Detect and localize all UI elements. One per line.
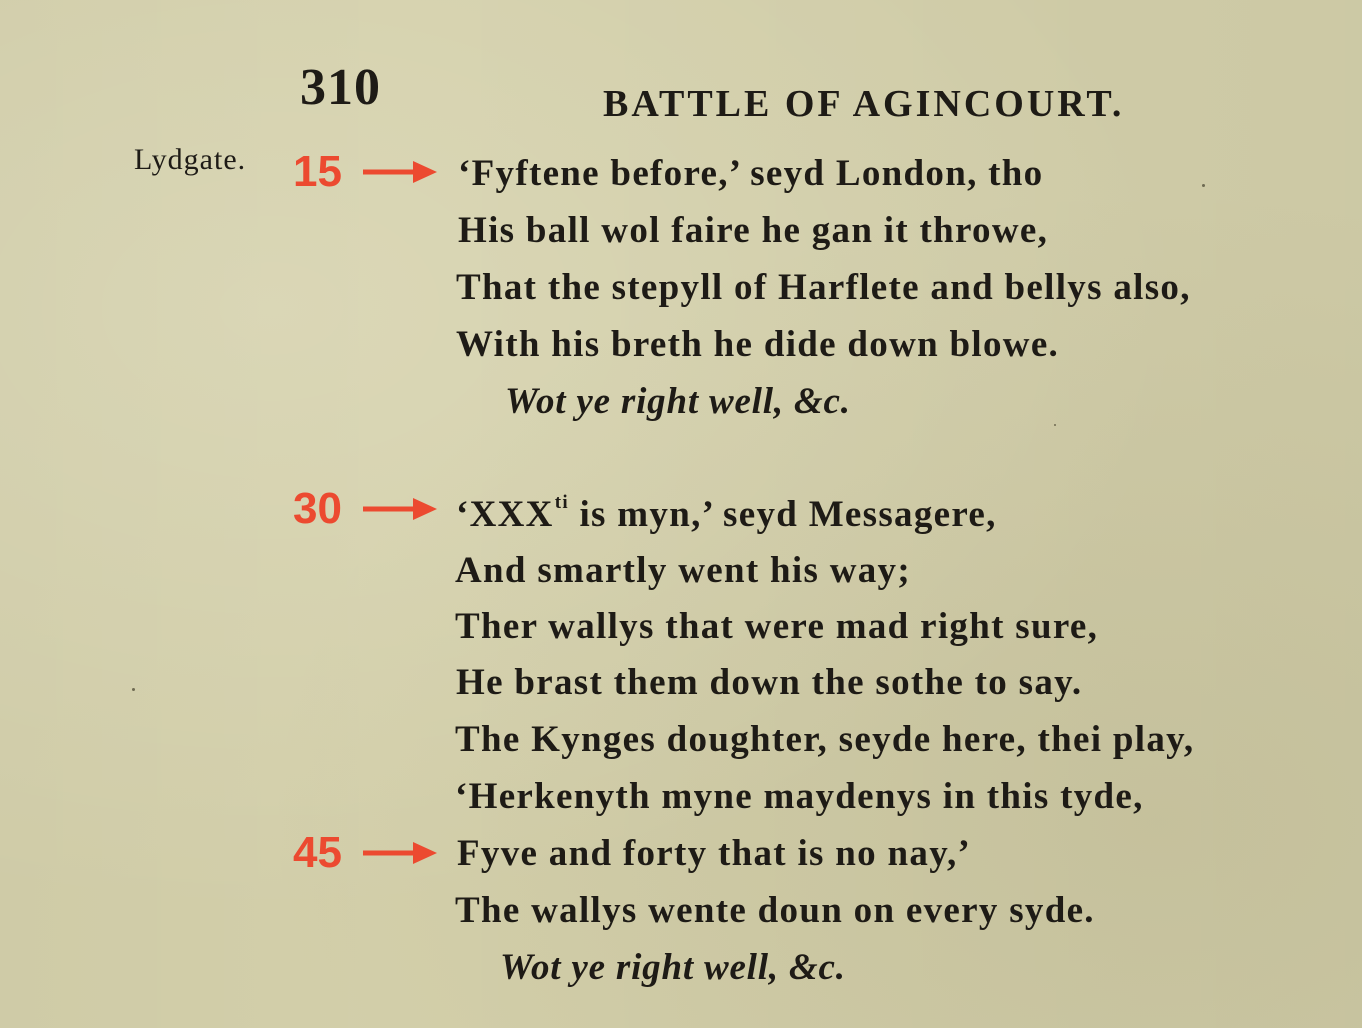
- verse-line-start: ‘XXX: [456, 494, 554, 535]
- arrow-right-icon: [363, 157, 439, 187]
- line-number-label: 45: [293, 828, 342, 877]
- side-note-author: Lydgate.: [134, 143, 247, 176]
- verse-line: The Kynges doughter, seyde here, thei play,: [455, 719, 1195, 760]
- verse-line: With his breth he dide down blowe.: [456, 324, 1060, 365]
- refrain-line: Wot ye right well, &c.: [505, 381, 851, 422]
- line-number-label: 30: [293, 484, 342, 533]
- verse-line: Ther wallys that were mad right sure,: [455, 606, 1099, 647]
- verse-line: And smartly went his way;: [455, 550, 911, 591]
- verse-line: The wallys wente doun on every syde.: [455, 890, 1095, 931]
- line-marker-15: [293, 147, 443, 197]
- superscript: ti: [554, 492, 569, 513]
- paper-speck: [1054, 424, 1056, 426]
- verse-line: [456, 492, 997, 536]
- verse-line: Fyve and forty that is no nay,’: [457, 833, 972, 874]
- paper-speck: [1202, 184, 1205, 187]
- line-marker-45: [293, 828, 443, 878]
- arrow-right-icon: [363, 838, 439, 868]
- refrain-line: Wot ye right well, &c.: [500, 947, 846, 988]
- verse-line: He brast them down the sothe to say.: [456, 662, 1083, 703]
- running-title: BATTLE OF AGINCOURT.: [603, 83, 1125, 125]
- page-number: 310: [300, 59, 381, 116]
- verse-line: ‘Herkenyth myne maydenys in this tyde,: [455, 776, 1144, 817]
- verse-line: That the stepyll of Harflete and bellys also,: [456, 267, 1191, 308]
- verse-line: ‘Fyftene before,’ seyd London, tho: [458, 153, 1044, 194]
- paper-speck: [132, 688, 135, 691]
- arrow-right-icon: [363, 494, 439, 524]
- line-marker-30: [293, 484, 443, 534]
- verse-line-end: is myn,’ seyd Messagere,: [568, 494, 997, 535]
- verse-line: His ball wol faire he gan it throwe,: [458, 210, 1049, 251]
- line-number-label: 15: [293, 147, 342, 196]
